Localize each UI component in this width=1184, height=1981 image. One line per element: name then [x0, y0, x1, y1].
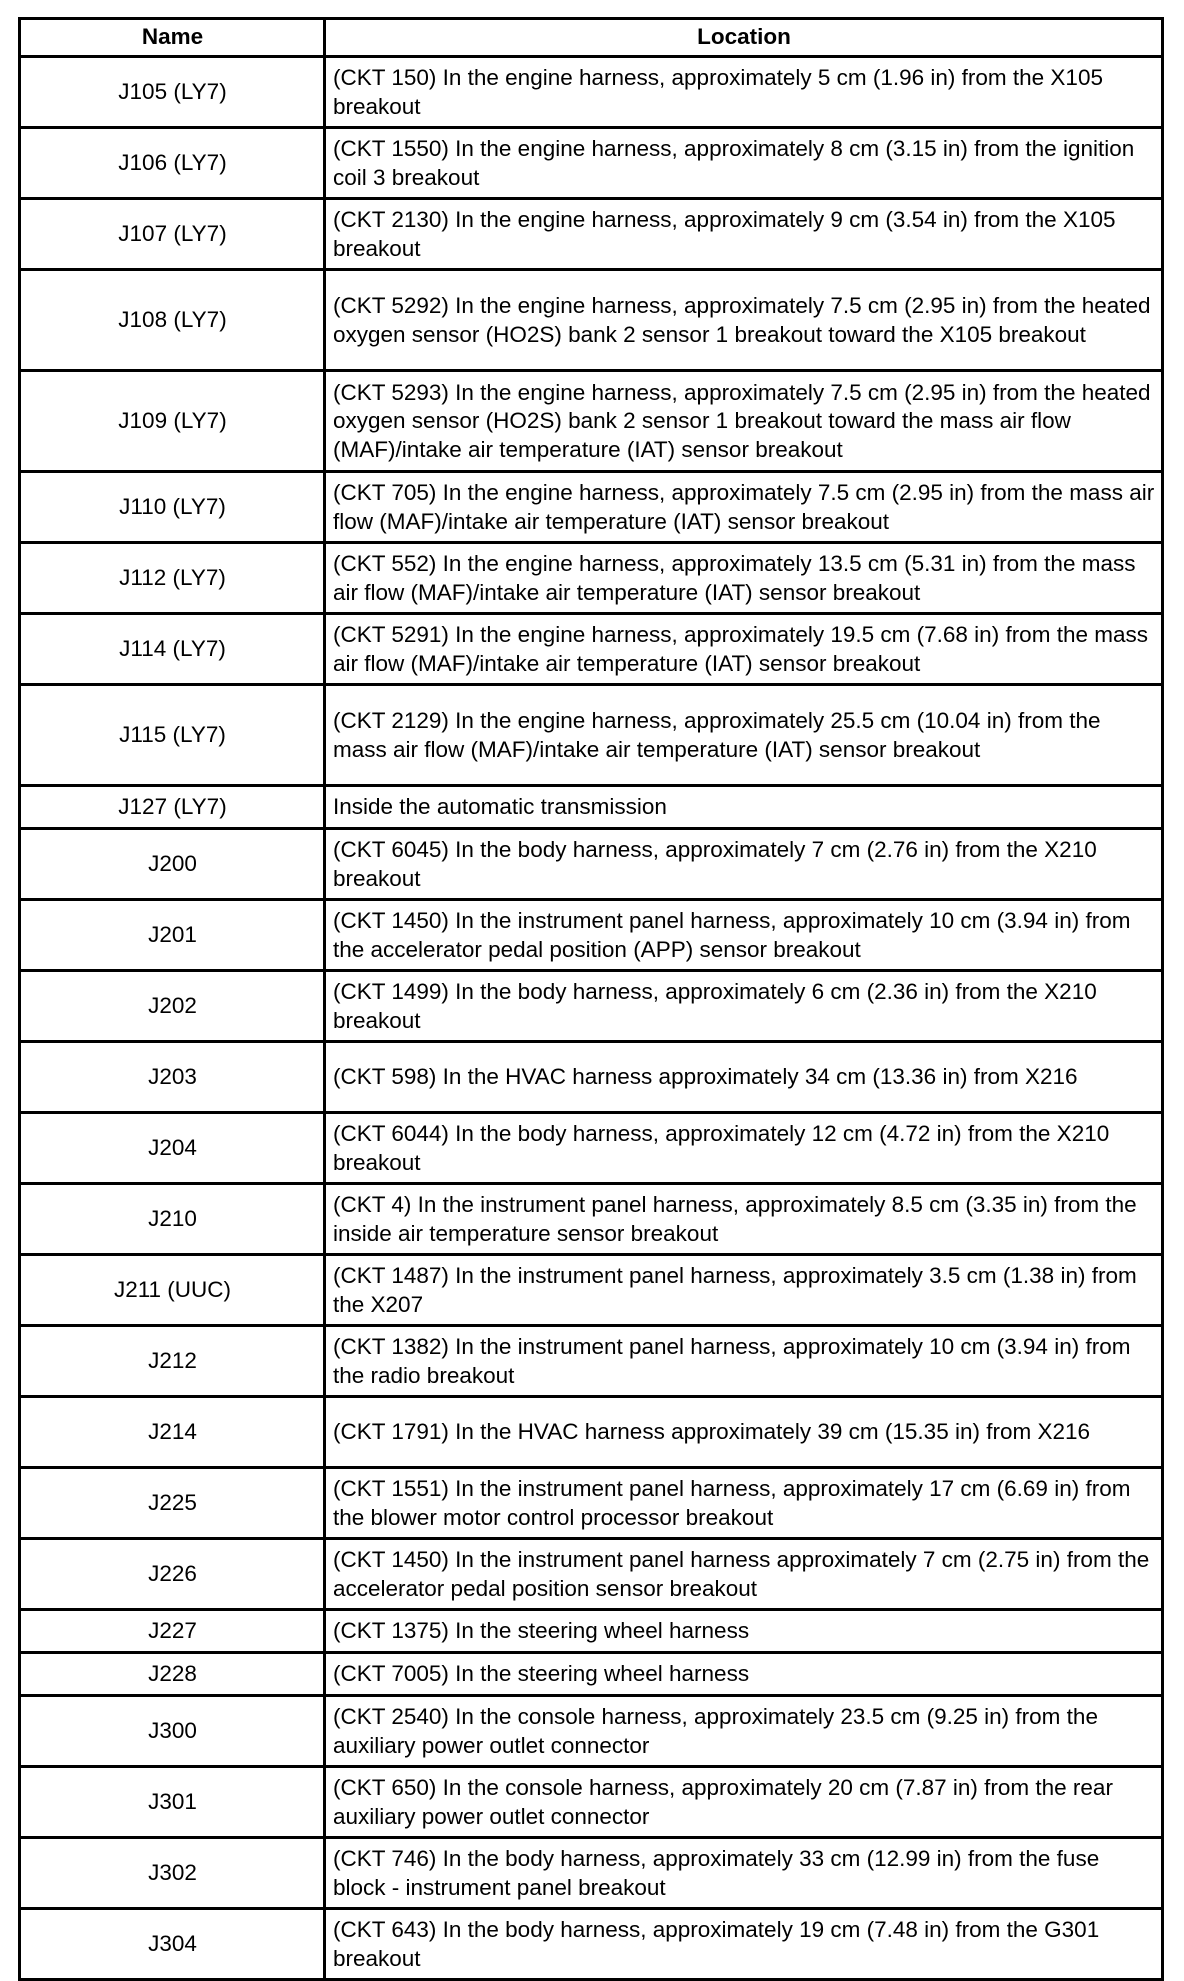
table-row [20, 1539, 1163, 1610]
splice-name: J112 (LY7) [20, 543, 325, 614]
splice-name: J114 (LY7) [20, 614, 325, 685]
splice-name: J106 (LY7) [20, 128, 325, 199]
splice-location: (CKT 1791) In the HVAC harness approximately 39 cm (15.35 in) from X216 [325, 1397, 1163, 1468]
splice-location: (CKT 746) In the body harness, approximately 33 cm (12.99 in) from the fuse block - instrument panel breakout [325, 1838, 1163, 1909]
splice-location: (CKT 1487) In the instrument panel harness, approximately 3.5 cm (1.38 in) from the X207 [325, 1255, 1163, 1326]
table-row [20, 971, 1163, 1042]
splice-location: (CKT 1550) In the engine harness, approximately 8 cm (3.15 in) from the ignition coil 3 breakout [325, 128, 1163, 199]
splice-location: (CKT 1450) In the instrument panel harness, approximately 10 cm (3.94 in) from the accelerator pedal position (APP) sensor breakout [325, 900, 1163, 971]
splice-name: J211 (UUC) [20, 1255, 325, 1326]
splice-location: (CKT 7005) In the steering wheel harness [325, 1653, 1163, 1696]
splice-location: (CKT 6044) In the body harness, approximately 12 cm (4.72 in) from the X210 breakout [325, 1113, 1163, 1184]
splice-location: (CKT 5293) In the engine harness, approximately 7.5 cm (2.95 in) from the heated oxygen sensor (HO2S) bank 2 sensor 1 breakout toward the mass air flow (MAF)/intake air temperature (IAT) sensor breakout [325, 371, 1163, 472]
splice-location: (CKT 650) In the console harness, approximately 20 cm (7.87 in) from the rear auxiliary power outlet connector [325, 1767, 1163, 1838]
splice-name: J107 (LY7) [20, 199, 325, 270]
table-row [20, 1326, 1163, 1397]
splice-location: (CKT 552) In the engine harness, approximately 13.5 cm (5.31 in) from the mass air flow (MAF)/intake air temperature (IAT) sensor breakout [325, 543, 1163, 614]
table-row [20, 1468, 1163, 1539]
splice-name: J115 (LY7) [20, 685, 325, 786]
splice-location: (CKT 2130) In the engine harness, approximately 9 cm (3.54 in) from the X105 breakout [325, 199, 1163, 270]
splice-name: J200 [20, 829, 325, 900]
table-row [20, 128, 1163, 199]
column-header-location: Location [325, 19, 1163, 57]
splice-name: J300 [20, 1696, 325, 1767]
table-row [20, 1255, 1163, 1326]
table-row [20, 1113, 1163, 1184]
splice-location: (CKT 705) In the engine harness, approximately 7.5 cm (2.95 in) from the mass air flow (MAF)/intake air temperature (IAT) sensor breakout [325, 472, 1163, 543]
table-row [20, 1653, 1163, 1696]
table-row [20, 900, 1163, 971]
table-row [20, 614, 1163, 685]
splice-location: (CKT 5291) In the engine harness, approximately 19.5 cm (7.68 in) from the mass air flow (MAF)/intake air temperature (IAT) sensor breakout [325, 614, 1163, 685]
splice-location: (CKT 643) In the body harness, approximately 19 cm (7.48 in) from the G301 breakout [325, 1909, 1163, 1980]
splice-location: (CKT 598) In the HVAC harness approximately 34 cm (13.36 in) from X216 [325, 1042, 1163, 1113]
table-row [20, 57, 1163, 128]
table-row [20, 1397, 1163, 1468]
splice-location: (CKT 2540) In the console harness, approximately 23.5 cm (9.25 in) from the auxiliary power outlet connector [325, 1696, 1163, 1767]
table-row [20, 1610, 1163, 1653]
splice-name: J228 [20, 1653, 325, 1696]
table-row [20, 1042, 1163, 1113]
splice-name: J226 [20, 1539, 325, 1610]
splice-name: J212 [20, 1326, 325, 1397]
splice-name: J301 [20, 1767, 325, 1838]
table-row [20, 472, 1163, 543]
splice-name: J201 [20, 900, 325, 971]
splice-location-table [18, 17, 1164, 1981]
table-row [20, 270, 1163, 371]
table-row [20, 1909, 1163, 1980]
splice-name: J110 (LY7) [20, 472, 325, 543]
splice-name: J214 [20, 1397, 325, 1468]
splice-name: J204 [20, 1113, 325, 1184]
splice-location: (CKT 4) In the instrument panel harness, approximately 8.5 cm (3.35 in) from the inside air temperature sensor breakout [325, 1184, 1163, 1255]
splice-name: J109 (LY7) [20, 371, 325, 472]
table-row [20, 829, 1163, 900]
table-row [20, 371, 1163, 472]
table-row [20, 543, 1163, 614]
table-row [20, 685, 1163, 786]
splice-location: (CKT 1450) In the instrument panel harness approximately 7 cm (2.75 in) from the accelerator pedal position sensor breakout [325, 1539, 1163, 1610]
table-row [20, 1184, 1163, 1255]
splice-name: J227 [20, 1610, 325, 1653]
column-header-name: Name [20, 19, 325, 57]
splice-name: J108 (LY7) [20, 270, 325, 371]
splice-location: (CKT 150) In the engine harness, approximately 5 cm (1.96 in) from the X105 breakout [325, 57, 1163, 128]
table-header-row [20, 19, 1163, 57]
splice-name: J225 [20, 1468, 325, 1539]
splice-location: (CKT 1499) In the body harness, approximately 6 cm (2.36 in) from the X210 breakout [325, 971, 1163, 1042]
splice-location-table-container [18, 17, 1161, 1981]
table-row [20, 1767, 1163, 1838]
splice-name: J210 [20, 1184, 325, 1255]
table-row [20, 786, 1163, 829]
splice-location: (CKT 2129) In the engine harness, approximately 25.5 cm (10.04 in) from the mass air flow (MAF)/intake air temperature (IAT) sensor breakout [325, 685, 1163, 786]
table-row [20, 199, 1163, 270]
splice-name: J304 [20, 1909, 325, 1980]
splice-location: (CKT 1375) In the steering wheel harness [325, 1610, 1163, 1653]
table-row [20, 1838, 1163, 1909]
splice-location: Inside the automatic transmission [325, 786, 1163, 829]
splice-name: J302 [20, 1838, 325, 1909]
splice-location: (CKT 6045) In the body harness, approximately 7 cm (2.76 in) from the X210 breakout [325, 829, 1163, 900]
splice-name: J127 (LY7) [20, 786, 325, 829]
splice-name: J105 (LY7) [20, 57, 325, 128]
table-row [20, 1696, 1163, 1767]
splice-location: (CKT 5292) In the engine harness, approximately 7.5 cm (2.95 in) from the heated oxygen sensor (HO2S) bank 2 sensor 1 breakout toward the X105 breakout [325, 270, 1163, 371]
splice-name: J202 [20, 971, 325, 1042]
splice-name: J203 [20, 1042, 325, 1113]
splice-location: (CKT 1551) In the instrument panel harness, approximately 17 cm (6.69 in) from the blower motor control processor breakout [325, 1468, 1163, 1539]
splice-location: (CKT 1382) In the instrument panel harness, approximately 10 cm (3.94 in) from the radio breakout [325, 1326, 1163, 1397]
